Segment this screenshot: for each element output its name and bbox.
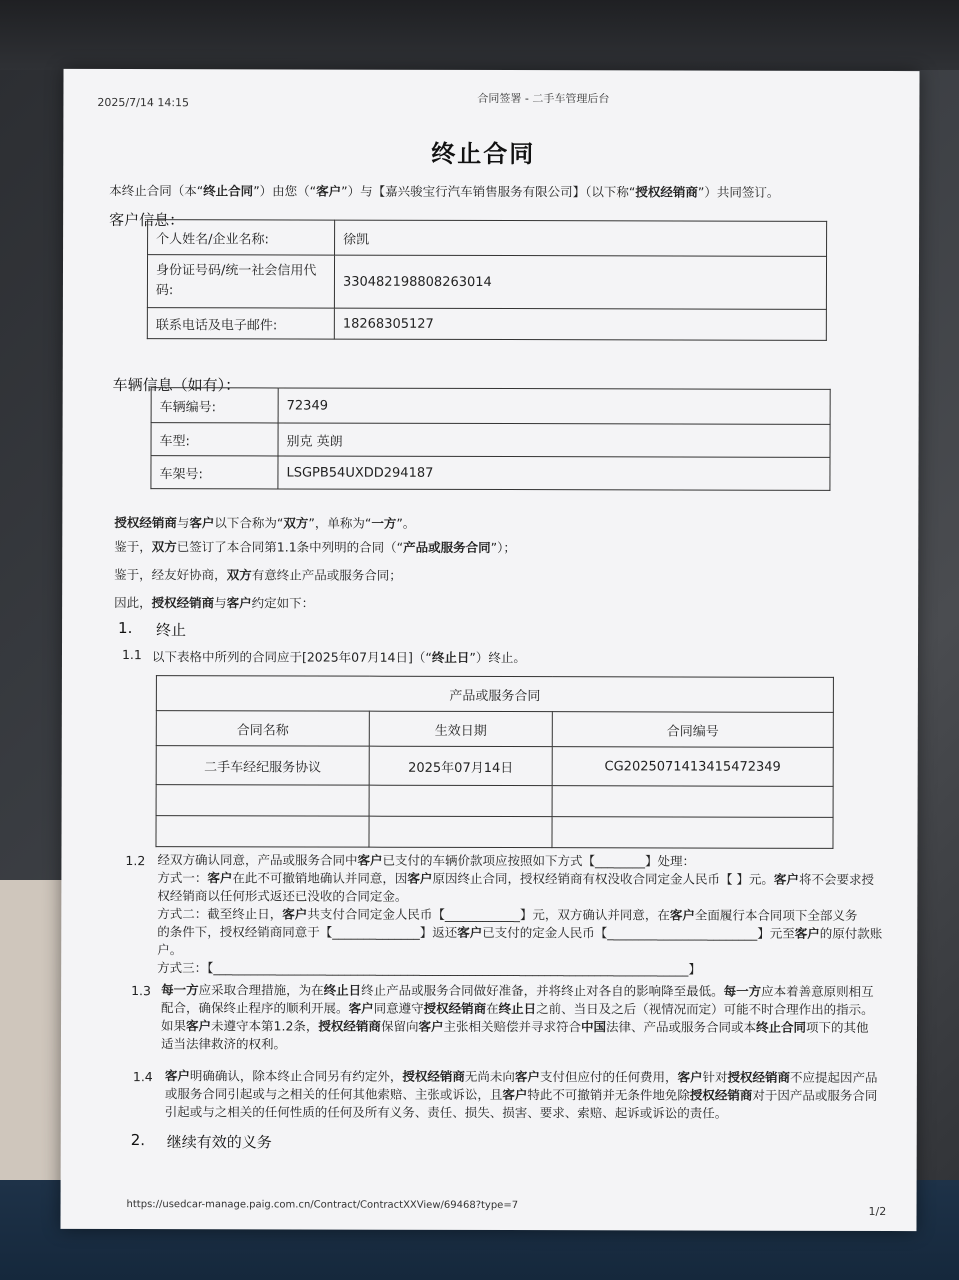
header-contract-number: 合同编号 — [552, 712, 833, 748]
section-1-number: 1. — [118, 619, 133, 638]
vehicle-number-label: 车辆编号: — [151, 388, 278, 423]
clause-1-3-number: 1.3 — [131, 983, 152, 999]
recital-therefore: 因此，授权经销商与客户约定如下： — [114, 595, 315, 611]
clause-1-1-text: 以下表格中所列的合同应于[2025年07月14日]（“终止日”）终止。 — [151, 649, 526, 666]
customer-phone-label: 联系电话及电子邮件: — [147, 308, 334, 339]
customer-name-label: 个人姓名/企业名称: — [148, 220, 335, 255]
vehicle-model-value: 别克 英朗 — [278, 423, 830, 457]
vehicle-vin-value: LSGPB54UXDD294187 — [278, 456, 830, 490]
footer-url: https://usedcar-manage.paig.com.cn/Contract/ContractXXView/69468?type=7 — [126, 1199, 519, 1212]
customer-info-heading: 客户信息： — [109, 211, 185, 230]
printed-page — [60, 69, 919, 1231]
recital-parties: 授权经销商与客户以下合称为“双方”，单称为“一方”。 — [114, 515, 416, 531]
table-row — [151, 456, 830, 491]
clause-1-4-number: 1.4 — [132, 1069, 153, 1085]
cell-contract-name: 二手车经纪服务协议 — [156, 746, 369, 786]
print-timestamp: 2025/7/14 14:15 — [97, 95, 190, 110]
vehicle-number-value: 72349 — [278, 388, 830, 424]
recital-whereas-2: 鉴于，经友好协商，双方有意终止产品或服务合同； — [114, 567, 402, 583]
customer-id-label: 身份证号码/统一社会信用代码: — [147, 255, 334, 308]
customer-phone-value: 18268305127 — [334, 308, 826, 340]
vehicle-vin-label: 车架号: — [151, 456, 278, 489]
footer-page-number: 1/2 — [868, 1204, 887, 1219]
table-row — [156, 676, 833, 713]
customer-name-value: 徐凯 — [335, 220, 827, 256]
contract-list-table — [155, 675, 833, 849]
customer-id-value: 330482198808263014 — [334, 255, 826, 309]
intro-paragraph: 本终止合同（本“终止合同”）由您（“客户”）与【嘉兴骏宝行汽车销售服务有限公司】（以下称“授权经销商”）共同签订。 — [109, 183, 780, 200]
table-row — [156, 816, 833, 849]
table-row — [147, 255, 826, 310]
section-1-title: 终止 — [156, 621, 187, 640]
table-row — [151, 423, 830, 458]
document-title: 终止合同 — [431, 139, 536, 169]
section-2-number: 2. — [130, 1131, 146, 1150]
clause-1-2-text: 经双方确认同意，产品或服务合同中客户已支付的车辆价款项应按照如下方式【________】处理： 方式一：客户在此不可撤销地确认并同意，因客户原因终止合同，授权经销商有权没收合同定金人民币【 】元。客户将不会要求授 权经销商以任何形式返还已没收的合同定金。 方式二：截至终止日，客户共支付合同定金人民币【____________】元，双方确认并同意，在客户全面履行本合同项下全部义务 的条件下，授权经销商同意于【______________】返还客户已支付的定金人民币【________________________】元至客户的原付款账 户。 方式三：【____________________________________________________________________________】 — [157, 852, 883, 977]
cell-contract-number: CG2025071413415472349 — [552, 747, 833, 787]
contract-table-caption: 产品或服务合同 — [156, 676, 833, 713]
table-row — [151, 388, 830, 425]
vehicle-info-heading: 车辆信息（如有）： — [112, 376, 241, 395]
header-contract-name: 合同名称 — [156, 711, 369, 747]
clause-1-4-text: 客户明确确认，除本终止合同另有约定外，授权经销商无尚未向客户支付但应付的任何费用，客户针对授权经销商不应提起因产品 或服务合同引起或与之相关的任何其他索赔、主张或诉讼，且客户特此不可撤销并无条件地免除授权经销商对于因产品或服务合同 引起或与之相关的任何性质的任何及所有义务、责任、损失、损害、要求、索赔、起诉或诉讼的责任。 — [164, 1068, 878, 1121]
table-row — [156, 785, 833, 818]
table-row — [148, 220, 827, 257]
recital-whereas-1: 鉴于，双方已签订了本合同第1.1条中列明的合同（“产品或服务合同”）； — [114, 539, 516, 556]
background-desk-top — [0, 0, 959, 70]
table-row — [147, 308, 826, 341]
vehicle-info-table — [150, 387, 830, 491]
customer-info-table — [147, 219, 827, 341]
clause-1-2-number: 1.2 — [125, 853, 146, 869]
section-2-title: 继续有效的义务 — [166, 1133, 272, 1152]
table-row — [156, 746, 833, 787]
clause-1-3-text: 每一方应采取合理措施，为在终止日终止产品或服务合同做好准备，并将终止对各自的影响降至最低。每一方应本着善意原则相互 配合，确保终止程序的顺利开展。客户同意遵守授权经销商在终止日之前、当日及之后（视情况而定）可能不时合理作出的指示。 如果客户未遵守本第1.2条，授权经销商保留向客户主张相关赔偿并寻求符合中国法律、产品或服务合同或本终止合同项下的其他 适当法律救济的权利。 — [160, 982, 874, 1052]
cell-effective-date: 2025年07月14日 — [369, 746, 552, 785]
clause-1-1-number: 1.1 — [121, 647, 142, 663]
print-page-title: 合同签署 - 二手车管理后台 — [477, 91, 610, 106]
header-effective-date: 生效日期 — [369, 711, 552, 746]
table-row — [156, 711, 833, 748]
vehicle-model-label: 车型: — [151, 423, 278, 456]
